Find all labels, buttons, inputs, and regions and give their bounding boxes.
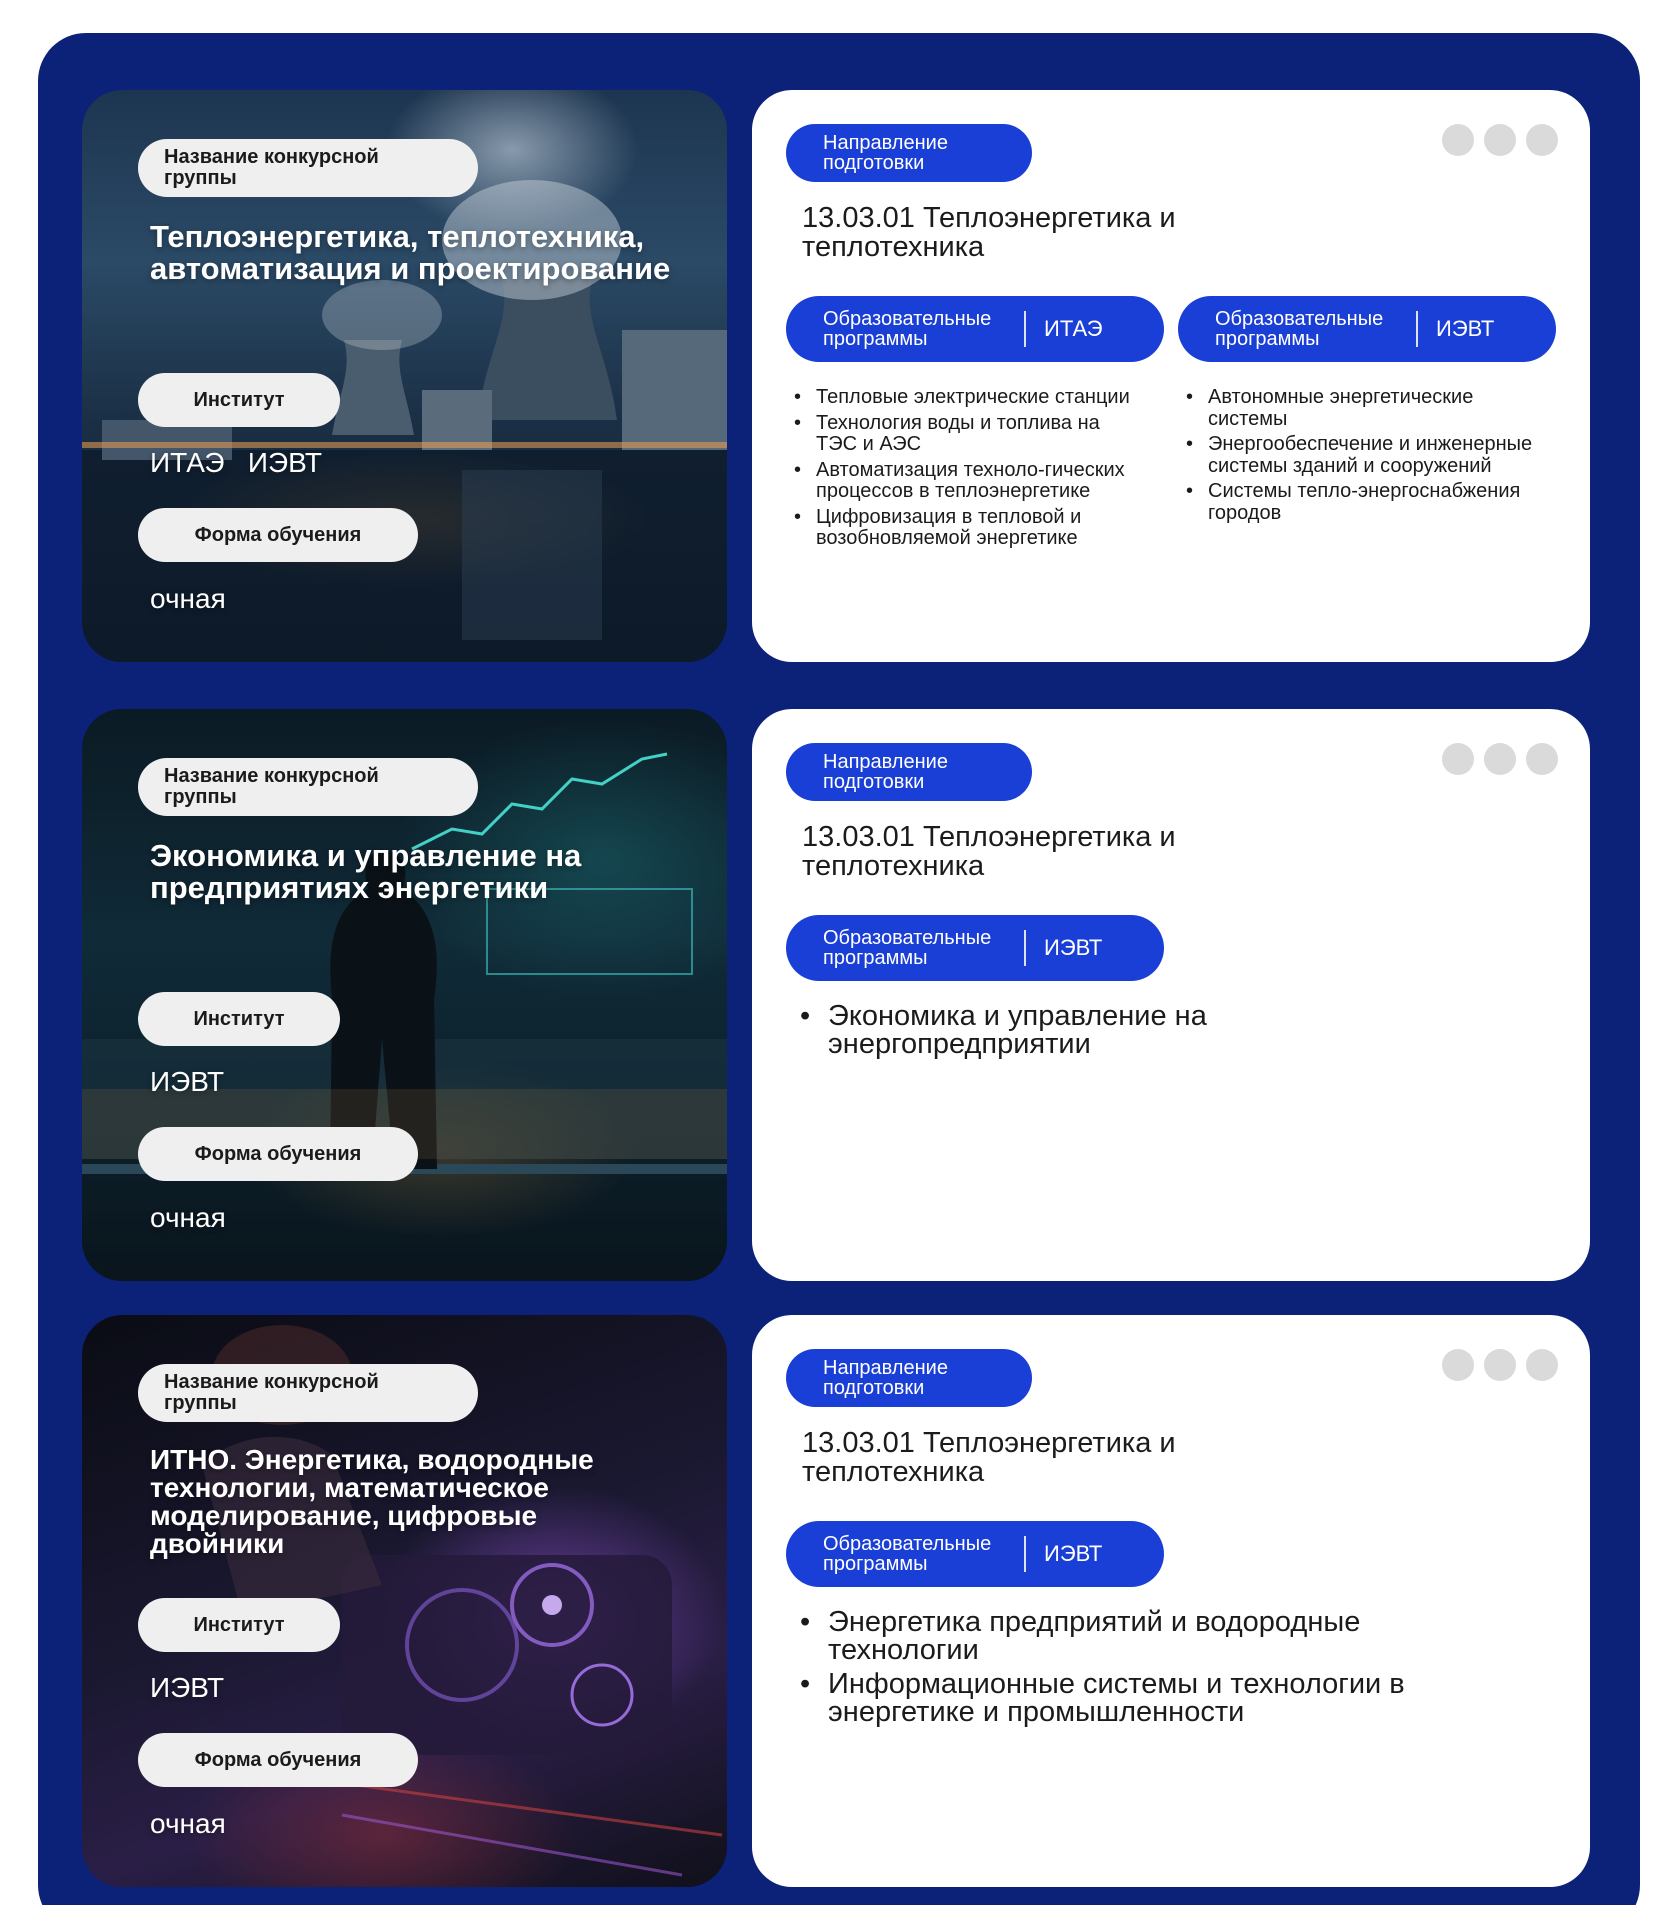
- direction-tag: Направление подготовки: [786, 743, 1032, 801]
- programs-tag-label: Образовательные программы: [823, 1533, 992, 1575]
- institute-value: ИЭВТ: [150, 1672, 225, 1703]
- group-image-card: [82, 90, 727, 662]
- list-item: • Энергообеспечение и инженерные системы зданий и сооружений: [1186, 434, 1556, 477]
- window-dots-icon: [1442, 124, 1558, 156]
- programs-tag-institute: ИЭВТ: [1044, 935, 1103, 960]
- program-info-card: [752, 1315, 1590, 1887]
- list-item: • Информационные системы и технологии в энергетике и промышленности: [800, 1670, 1440, 1726]
- programs-tag-label: Образовательные программы: [823, 308, 992, 350]
- program-row-3: [82, 1315, 1590, 1887]
- study-form-value: очная: [150, 1202, 226, 1233]
- program-list-ievt: [800, 1002, 1240, 1064]
- programs-tag-institute: ИТАЭ: [1044, 316, 1103, 341]
- list-item: • Автономные энергетические системы: [1186, 387, 1556, 430]
- group-name-pill: Название конкурсной группы: [138, 139, 478, 197]
- programs-tag-institute: ИЭВТ: [1436, 316, 1495, 341]
- direction-tag: Направление подготовки: [786, 1349, 1032, 1407]
- list-item: • Тепловые электрические станции: [794, 387, 1144, 409]
- group-title: ИТНО. Энергетика, водородные технологии, математическое моделирование, цифровые двойники: [150, 1444, 594, 1559]
- institute-pill: Институт: [138, 373, 340, 427]
- group-title: Теплоэнергетика, теплотехника, автоматизация и проектирование: [150, 219, 671, 286]
- programs-tag-ievt: [1178, 296, 1556, 362]
- programs-tag-institute: ИЭВТ: [1044, 1541, 1103, 1566]
- study-form-value: очная: [150, 583, 226, 614]
- list-item: • Автоматизация техноло-гических процессов в теплоэнергетике: [794, 460, 1144, 503]
- programs-tag-label: Образовательные программы: [823, 927, 992, 969]
- list-item: • Экономика и управление на энергопредприятии: [800, 1002, 1240, 1058]
- study-form-pill: Форма обучения: [138, 508, 418, 562]
- study-form-pill: Форма обучения: [138, 1733, 418, 1787]
- institute-value: ИЭВТ: [150, 1066, 225, 1097]
- group-name-pill: Название конкурсной группы: [138, 1364, 478, 1422]
- institute-value: ИТАЭ ИЭВТ: [150, 447, 322, 478]
- program-list-ievt: [1186, 387, 1556, 528]
- window-dots-icon: [1442, 1349, 1558, 1381]
- program-info-card: [752, 90, 1590, 662]
- institute-pill: Институт: [138, 992, 340, 1046]
- list-item: • Системы тепло-энергоснабжения городов: [1186, 481, 1556, 524]
- programs-tag-ievt: [786, 1521, 1164, 1587]
- list-item: • Технология воды и топлива на ТЭС и АЭС: [794, 413, 1144, 456]
- program-list-ievt: [800, 1608, 1440, 1732]
- program-row-2: [82, 709, 1590, 1281]
- institute-pill: Институт: [138, 1598, 340, 1652]
- group-image-card: [82, 709, 727, 1281]
- program-list-itae: [794, 387, 1144, 554]
- list-item: • Энергетика предприятий и водородные технологии: [800, 1608, 1440, 1664]
- group-title: Экономика и управление на предприятиях энергетики: [150, 838, 582, 905]
- direction-text: 13.03.01 Теплоэнергетика и теплотехника: [802, 1427, 1176, 1488]
- group-name-pill: Название конкурсной группы: [138, 758, 478, 816]
- group-image-card: [82, 1315, 727, 1887]
- program-row-1: [82, 90, 1590, 662]
- window-dots-icon: [1442, 743, 1558, 775]
- programs-tag-ievt: [786, 915, 1164, 981]
- direction-text: 13.03.01 Теплоэнергетика и теплотехника: [802, 202, 1176, 263]
- program-info-card: [752, 709, 1590, 1281]
- programs-tag-label: Образовательные программы: [1215, 308, 1384, 350]
- direction-tag: Направление подготовки: [786, 124, 1032, 182]
- direction-text: 13.03.01 Теплоэнергетика и теплотехника: [802, 821, 1176, 882]
- programs-tag-itae: [786, 296, 1164, 362]
- study-form-value: очная: [150, 1808, 226, 1839]
- study-form-pill: Форма обучения: [138, 1127, 418, 1181]
- list-item: • Цифровизация в тепловой и возобновляемой энергетике: [794, 507, 1144, 550]
